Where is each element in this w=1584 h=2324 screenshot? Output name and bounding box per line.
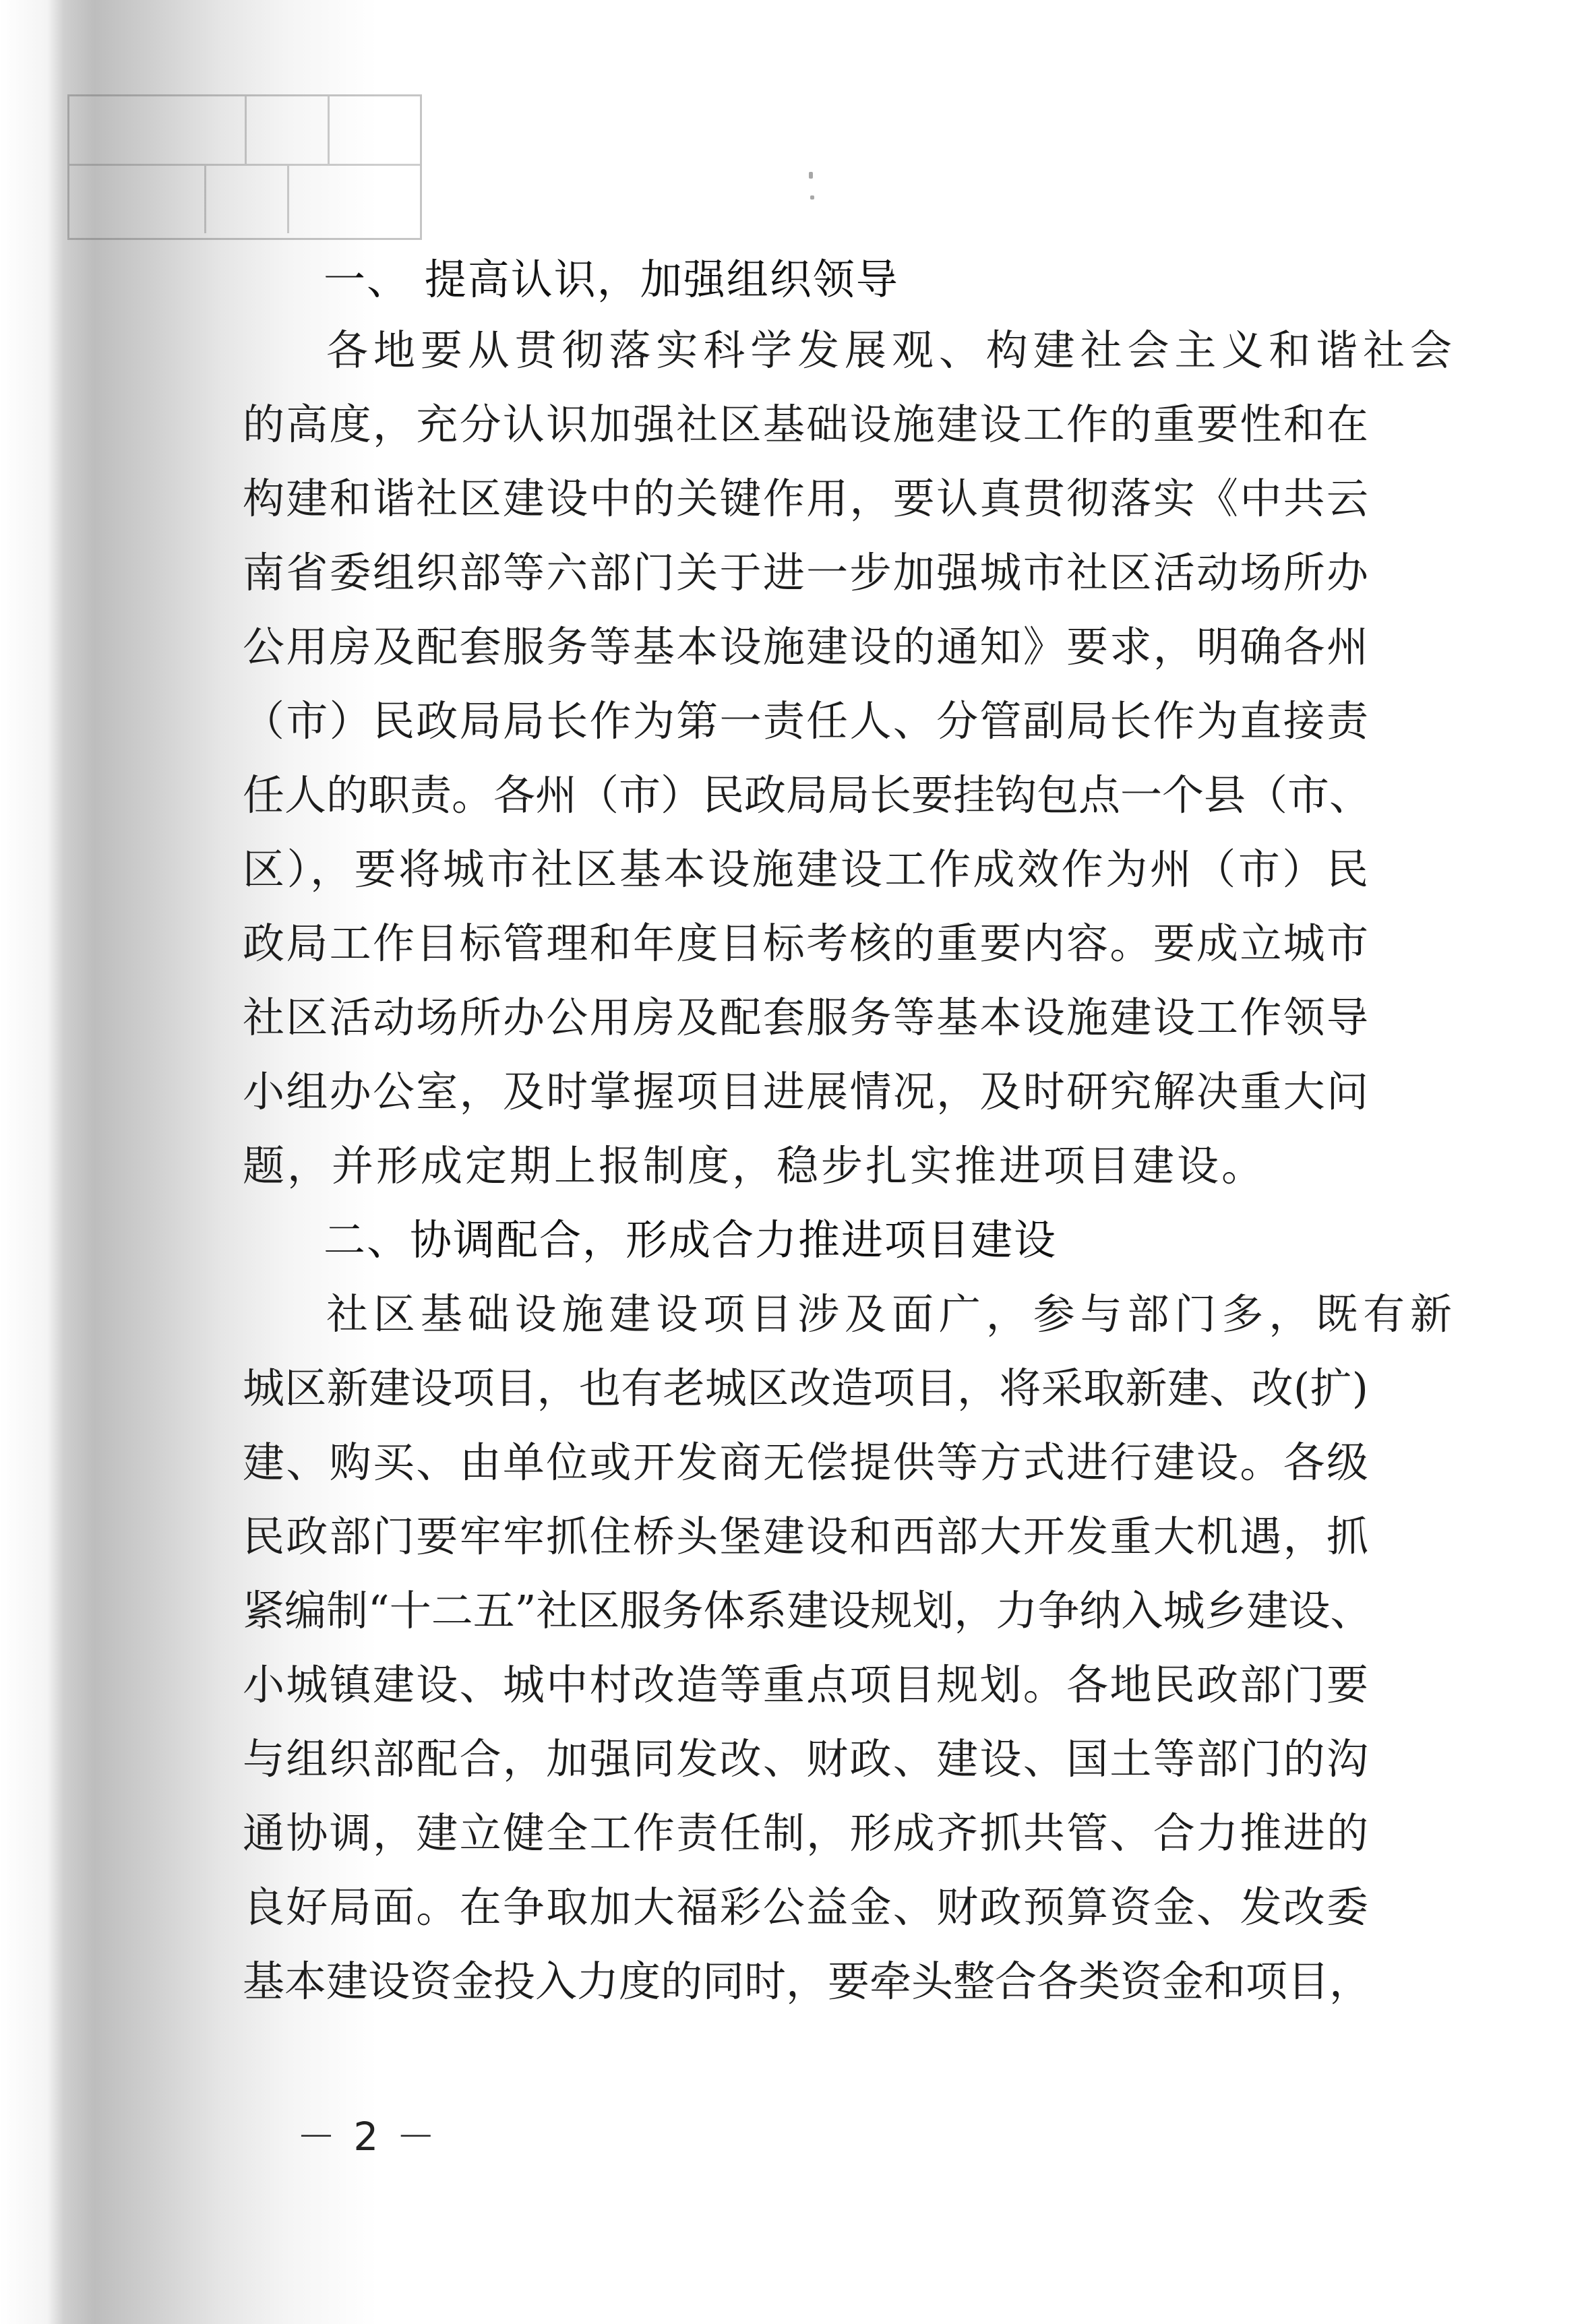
scan-speck bbox=[810, 195, 814, 200]
paragraph-line: 的高度，充分认识加强社区基础设施建设工作的重要性和在 bbox=[243, 400, 1368, 449]
paragraph-line: 城区新建设项目，也有老城区改造项目，将采取新建、改(扩) bbox=[243, 1364, 1368, 1413]
paragraph-line: 任人的职责。各州（市）民政局局长要挂钩包点一个县（市、 bbox=[243, 770, 1372, 820]
paragraph-line: 小城镇建设、城中村改造等重点项目规划。各地民政部门要 bbox=[243, 1660, 1368, 1709]
stamp-cell bbox=[69, 96, 247, 164]
paragraph-line: 社区活动场所办公用房及配套服务等基本设施建设工作领导 bbox=[243, 993, 1368, 1042]
stamp-cell bbox=[206, 166, 289, 233]
stamp-cell bbox=[289, 166, 418, 233]
paragraph-line: 社区基础设施建设项目涉及面广，参与部门多，既有新 bbox=[326, 1289, 1452, 1339]
stamp-cell bbox=[69, 166, 206, 233]
paragraph-line: 题，并形成定期上报制度，稳步扎实推进项目建设。 bbox=[243, 1141, 1267, 1190]
stamp-row bbox=[69, 96, 420, 166]
paragraph-line: 通协调，建立健全工作责任制，形成齐抓共管、合力推进的 bbox=[243, 1808, 1368, 1858]
page-number: － 2 － bbox=[297, 2114, 438, 2160]
scan-speck bbox=[809, 172, 813, 179]
paragraph-line: 南省委组织部等六部门关于进一步加强城市社区活动场所办 bbox=[243, 548, 1368, 597]
stamp-row bbox=[69, 166, 420, 233]
stamp-cell bbox=[330, 96, 418, 164]
paragraph-line: （市）民政局局长作为第一责任人、分管副局长作为直接责 bbox=[243, 696, 1368, 745]
paragraph-line: 紧编制“十二五”社区服务体系建设规划，力争纳入城乡建设、 bbox=[243, 1586, 1372, 1635]
paragraph-line: 建、购买、由单位或开发商无偿提供等方式进行建设。各级 bbox=[243, 1438, 1368, 1487]
paragraph-line: 良好局面。在争取加大福彩公益金、财政预算资金、发改委 bbox=[243, 1883, 1368, 1932]
section-heading-1: 一、 提高认识，加强组织领导 bbox=[324, 255, 899, 304]
paragraph-line: 各地要从贯彻落实科学发展观、构建社会主义和谐社会 bbox=[326, 326, 1452, 375]
paragraph-line: 基本建设资金投入力度的同时，要牵头整合各类资金和项目， bbox=[243, 1957, 1372, 2006]
paragraph-line: 政局工作目标管理和年度目标考核的重要内容。要成立城市 bbox=[243, 919, 1368, 968]
paragraph-line: 区），要将城市社区基本设施建设工作成效作为州（市）民 bbox=[243, 845, 1368, 894]
paragraph-line: 小组办公室，及时掌握项目进展情况，及时研究解决重大问 bbox=[243, 1067, 1368, 1116]
paragraph-line: 构建和谐社区建设中的关键作用，要认真贯彻落实《中共云 bbox=[243, 474, 1368, 523]
section-heading-2: 二、协调配合，形成合力推进项目建设 bbox=[324, 1215, 1058, 1264]
paragraph-line: 民政部门要牢牢抓住桥头堡建设和西部大开发重大机遇，抓 bbox=[243, 1512, 1368, 1561]
paragraph-line: 与组织部配合，加强同发改、财政、建设、国土等部门的沟 bbox=[243, 1734, 1368, 1783]
faint-stamp-box bbox=[67, 94, 422, 240]
paragraph-line: 公用房及配套服务等基本设施建设的通知》要求，明确各州 bbox=[243, 622, 1368, 671]
stamp-cell bbox=[247, 96, 330, 164]
